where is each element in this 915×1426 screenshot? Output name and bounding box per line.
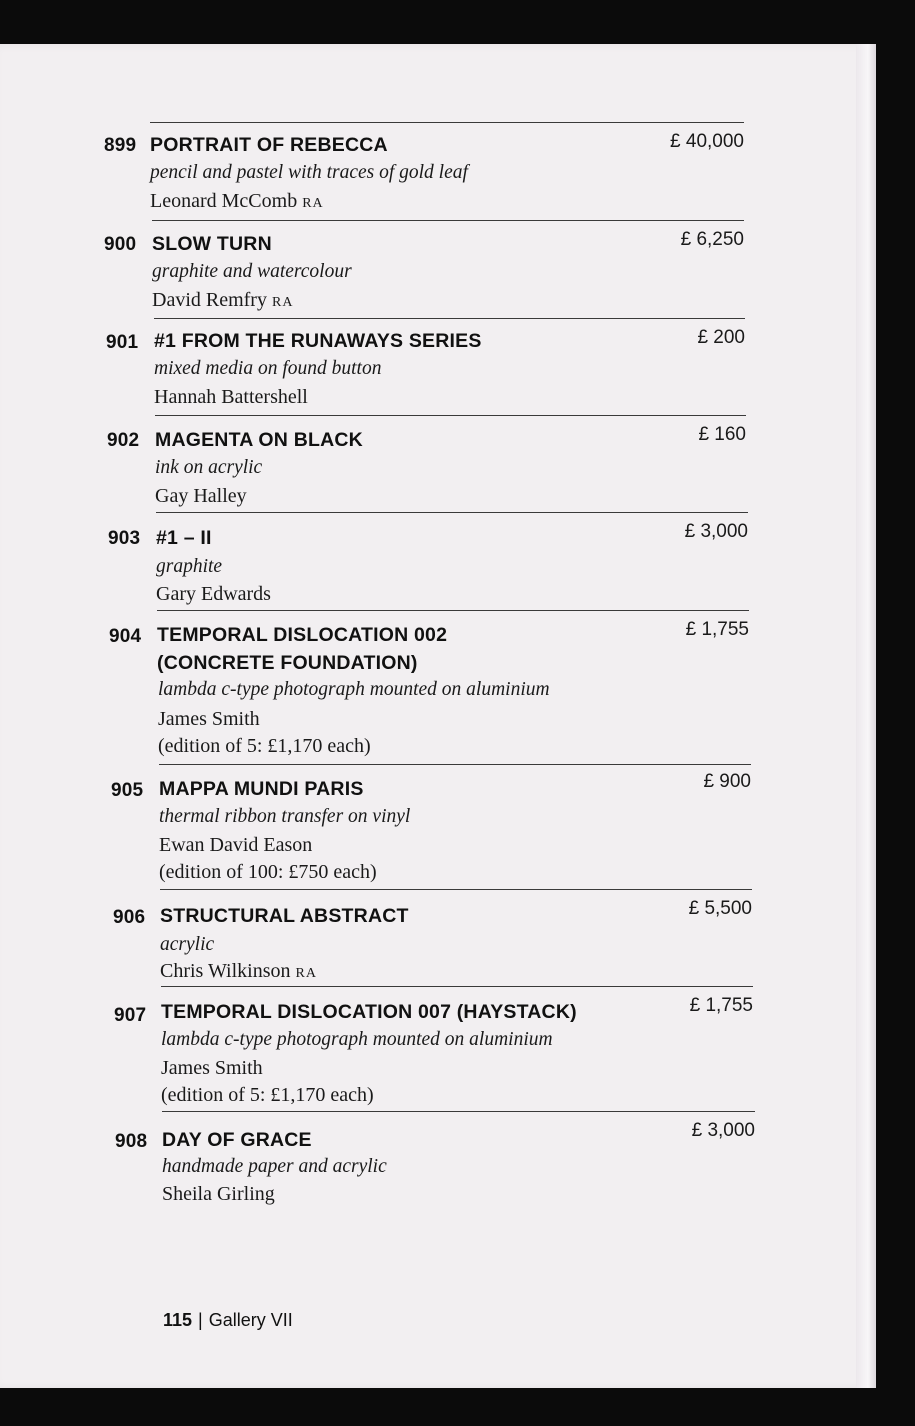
entry-divider xyxy=(162,1111,755,1112)
catalogue-entry xyxy=(104,122,744,218)
entry-divider xyxy=(157,610,749,611)
entry-number: 901 xyxy=(106,332,139,353)
footer-separator: | xyxy=(198,1310,203,1330)
catalogue-entry xyxy=(108,512,748,608)
page-footer xyxy=(163,1310,293,1331)
entry-medium: lambda c-type photograph mounted on aluminium xyxy=(158,679,550,700)
entry-number: 899 xyxy=(104,135,137,156)
entry-price: £ 200 xyxy=(697,327,745,348)
entry-artist: Ewan David Eason xyxy=(159,834,313,856)
entry-number: 905 xyxy=(111,780,144,801)
entry-medium: pencil and pastel with traces of gold leaf xyxy=(150,162,468,183)
entry-title: STRUCTURAL ABSTRACT xyxy=(160,905,409,927)
entry-medium: mixed media on found button xyxy=(154,358,382,379)
entry-artist: Leonard McComb RA xyxy=(150,190,324,212)
page-number: 115 xyxy=(163,1310,193,1330)
entry-edition: (edition of 5: £1,170 each) xyxy=(158,735,371,757)
entry-price: £ 160 xyxy=(698,424,746,445)
entry-title: TEMPORAL DISLOCATION 002 xyxy=(157,624,448,646)
entry-number: 904 xyxy=(109,626,142,647)
entry-divider xyxy=(156,512,748,513)
entry-medium: thermal ribbon transfer on vinyl xyxy=(159,806,411,827)
catalogue-entry xyxy=(113,889,752,985)
entry-divider xyxy=(160,889,752,890)
catalogue-entry xyxy=(115,1111,755,1211)
catalogue-entry xyxy=(107,415,746,511)
entry-number: 906 xyxy=(113,907,146,928)
entry-price: £ 3,000 xyxy=(691,1120,755,1141)
entry-divider xyxy=(159,764,751,765)
catalogue-entry xyxy=(106,318,745,414)
entry-number: 902 xyxy=(107,430,140,451)
entry-medium: lambda c-type photograph mounted on aluminium xyxy=(161,1029,553,1050)
entry-medium: graphite xyxy=(156,556,223,577)
entry-title-continued: (CONCRETE FOUNDATION) xyxy=(157,652,418,674)
entry-artist: James Smith xyxy=(161,1057,263,1079)
entry-title: PORTRAIT OF REBECCA xyxy=(150,134,388,156)
gallery-section: Gallery VII xyxy=(208,1310,293,1330)
academician-suffix: RA xyxy=(295,966,317,981)
entry-price: £ 5,500 xyxy=(688,898,752,919)
entry-number: 900 xyxy=(104,234,137,255)
entry-number: 903 xyxy=(108,528,141,549)
entry-artist: Hannah Battershell xyxy=(154,386,308,408)
entry-medium: graphite and watercolour xyxy=(152,261,352,282)
entry-title: MAGENTA ON BLACK xyxy=(155,429,363,451)
entry-divider xyxy=(154,318,745,319)
page-edge xyxy=(856,44,876,1388)
entry-price: £ 900 xyxy=(703,771,751,792)
entry-artist: Sheila Girling xyxy=(162,1183,275,1205)
entry-edition: (edition of 100: £750 each) xyxy=(159,861,377,883)
entry-price: £ 3,000 xyxy=(684,521,748,542)
catalogue-entry xyxy=(111,764,751,888)
entry-divider xyxy=(150,122,744,123)
entry-artist: David Remfry RA xyxy=(152,289,294,311)
catalogue-entry xyxy=(114,986,753,1110)
entry-artist: James Smith xyxy=(158,708,260,730)
entry-medium: handmade paper and acrylic xyxy=(162,1156,387,1177)
entry-price: £ 40,000 xyxy=(670,131,744,152)
entry-number: 908 xyxy=(115,1131,148,1152)
catalogue-entry xyxy=(104,220,744,316)
entry-price: £ 6,250 xyxy=(680,229,744,250)
entry-title: TEMPORAL DISLOCATION 007 (HAYSTACK) xyxy=(161,1001,577,1023)
entry-artist: Chris Wilkinson RA xyxy=(160,960,317,982)
entry-price: £ 1,755 xyxy=(685,619,749,640)
academician-suffix: RA xyxy=(271,295,294,310)
entry-medium: ink on acrylic xyxy=(155,457,263,478)
entry-medium: acrylic xyxy=(160,934,215,955)
entry-title: #1 FROM THE RUNAWAYS SERIES xyxy=(154,330,482,352)
entry-divider xyxy=(155,415,746,416)
entry-divider xyxy=(152,220,744,221)
entry-number: 907 xyxy=(114,1005,147,1026)
academician-suffix: RA xyxy=(302,196,324,211)
entry-title: #1 – II xyxy=(156,527,212,549)
entry-edition: (edition of 5: £1,170 each) xyxy=(161,1084,374,1106)
entry-price: £ 1,755 xyxy=(689,995,753,1016)
entry-divider xyxy=(161,986,753,987)
catalogue-entry xyxy=(109,610,749,762)
entry-title: DAY OF GRACE xyxy=(162,1129,312,1151)
entry-title: SLOW TURN xyxy=(152,233,272,255)
entry-artist: Gay Halley xyxy=(155,485,247,507)
entry-artist: Gary Edwards xyxy=(156,583,271,605)
entry-title: MAPPA MUNDI PARIS xyxy=(159,778,364,800)
